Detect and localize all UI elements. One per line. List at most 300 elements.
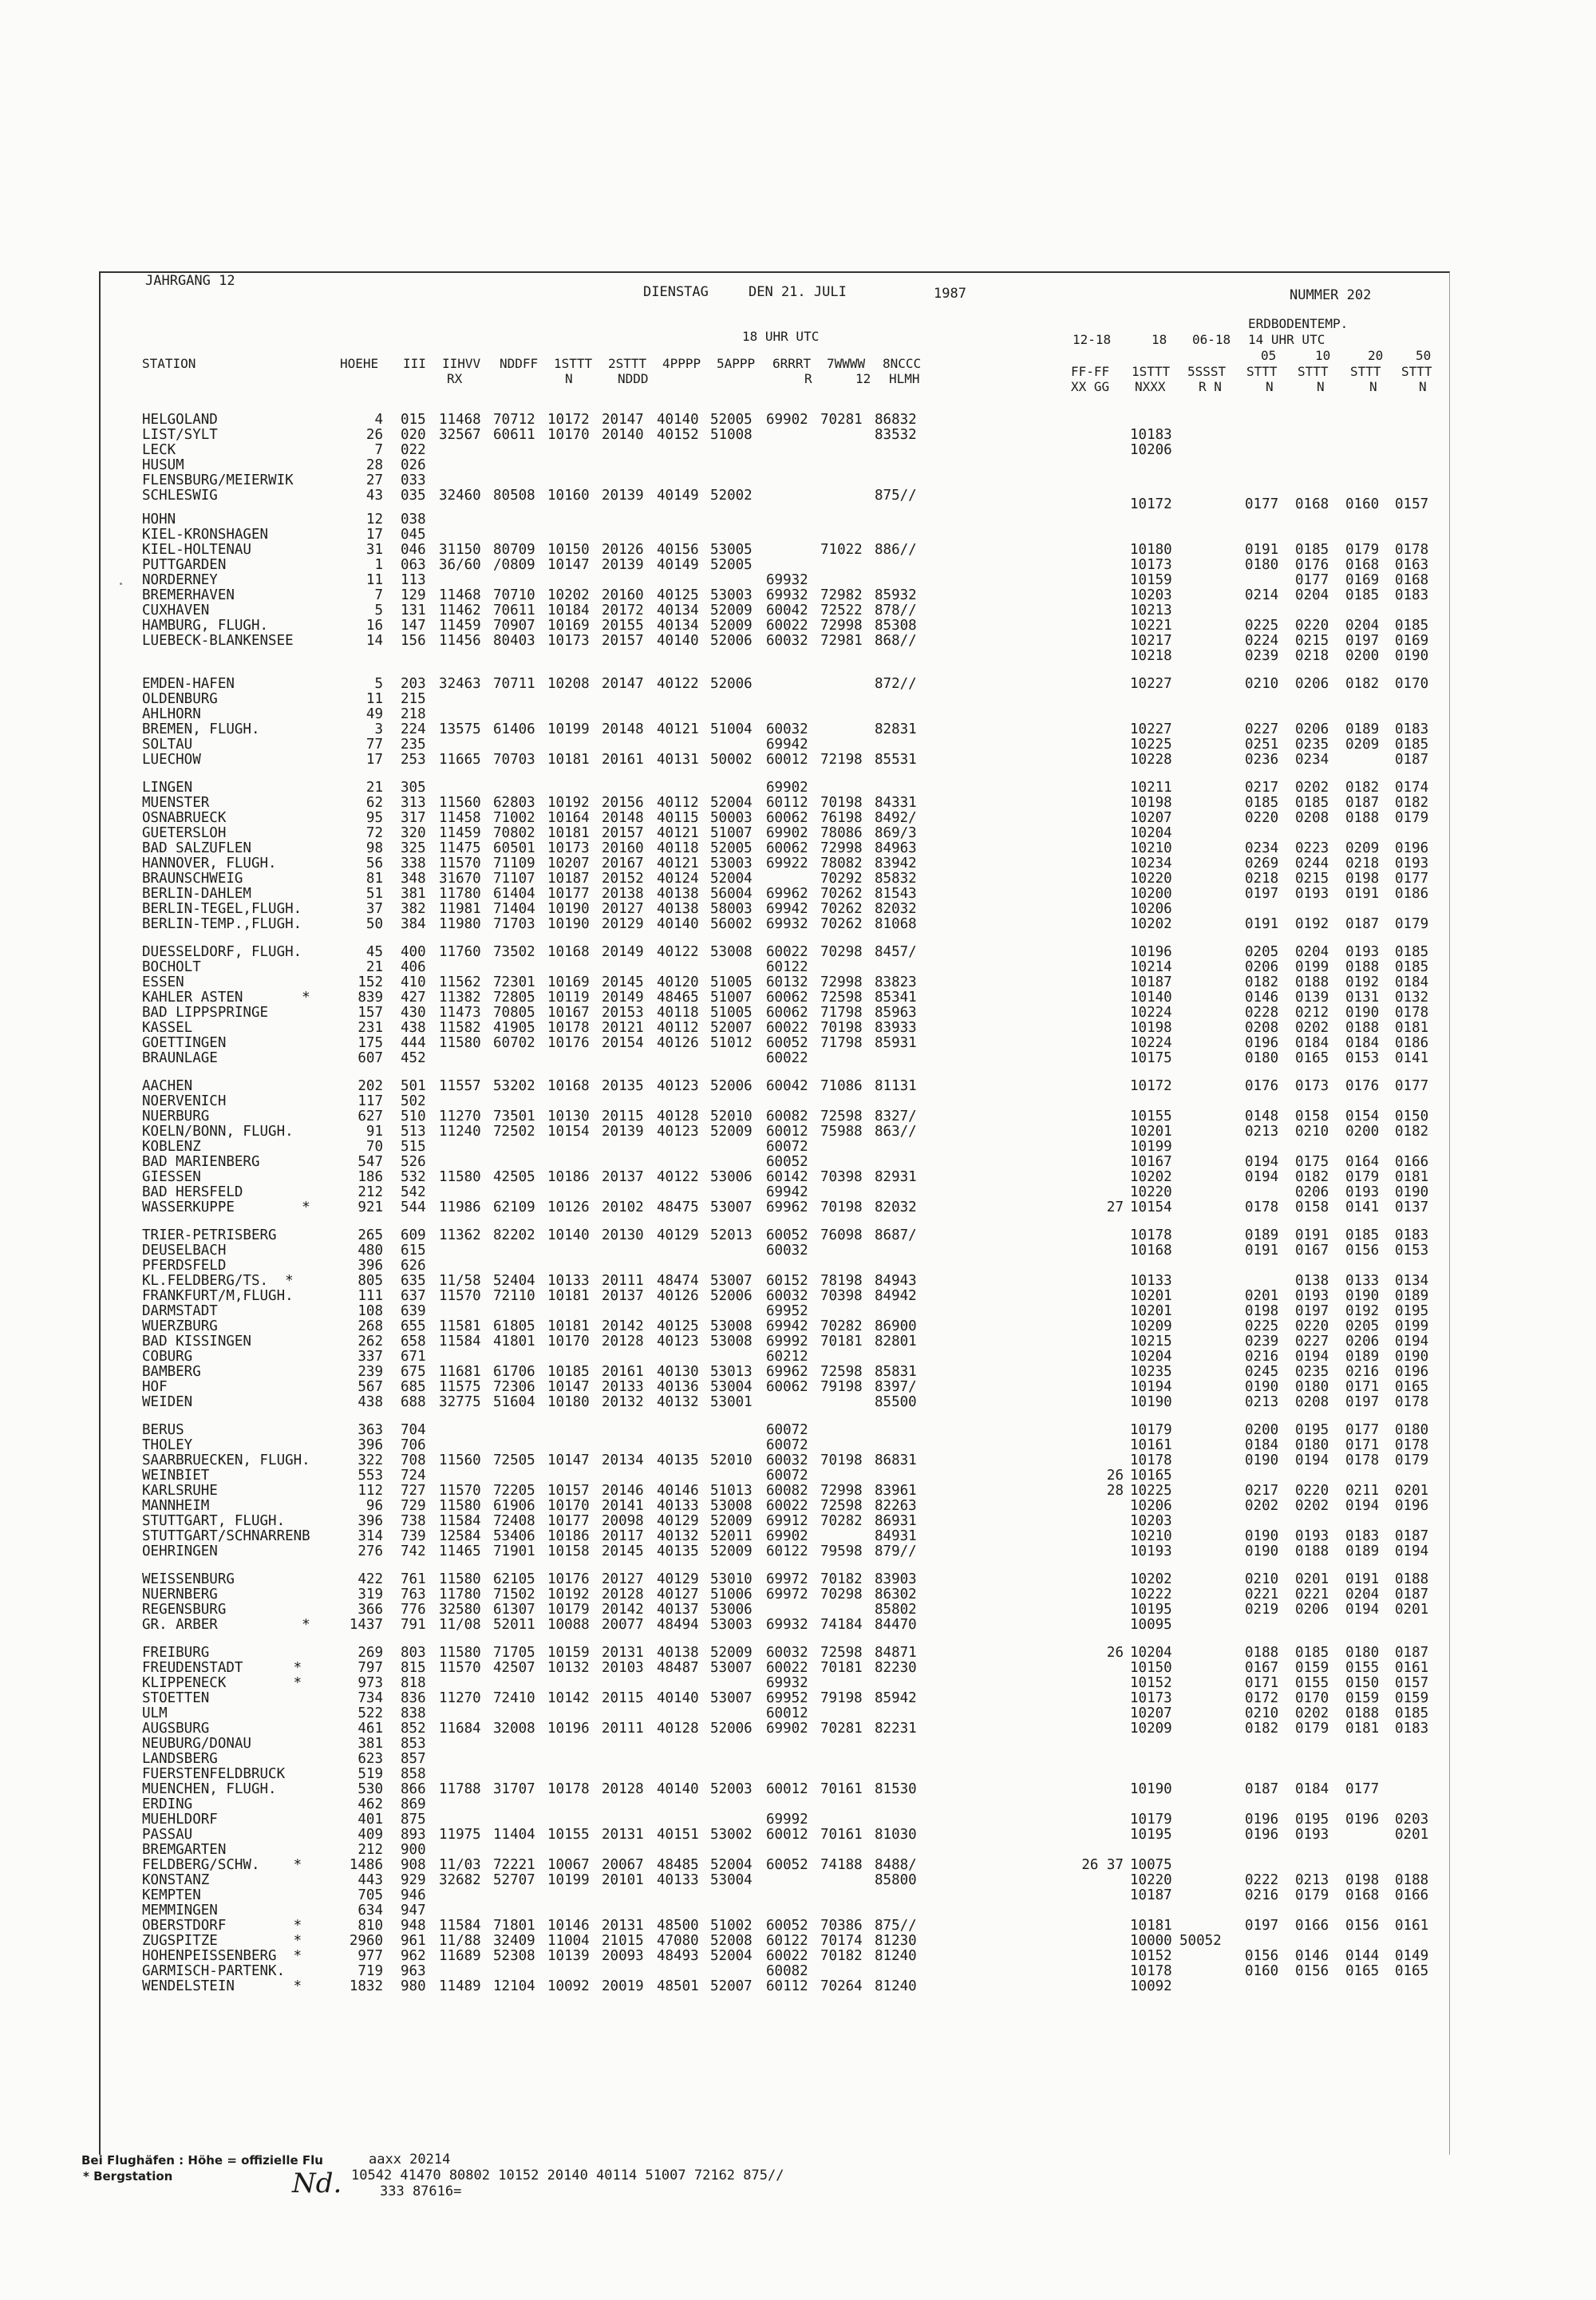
cell-g9: 81240 — [875, 1978, 917, 1994]
cell-g2: 53406 — [493, 1528, 535, 1544]
cell-s4: 0163 — [1395, 557, 1429, 573]
table-row — [101, 603, 1449, 618]
table-row — [101, 1721, 1449, 1736]
cell-g7: 60022 — [766, 618, 808, 634]
cell-h: 14 — [365, 633, 383, 649]
cell-g3: 10168 — [547, 1078, 590, 1094]
cell-name: KASSEL — [142, 1020, 193, 1036]
cell-h: 921 — [358, 1199, 383, 1215]
cell-g3: 10186 — [547, 1528, 590, 1544]
cell-g2: /0809 — [493, 557, 535, 573]
table-row — [101, 1020, 1449, 1035]
cell-g6: 52004 — [710, 871, 753, 887]
cell-s4: 0183 — [1395, 1721, 1429, 1737]
cell-g7: 69942 — [766, 901, 808, 917]
cell-g1: 32463 — [439, 676, 481, 692]
cell-h: 409 — [358, 1827, 383, 1843]
cell-s4: 0188 — [1395, 1872, 1429, 1888]
cell-g9: 868// — [875, 633, 917, 649]
cell-iii: 724 — [401, 1468, 426, 1484]
cell-s3: 0188 — [1345, 1705, 1380, 1721]
table-row — [101, 1766, 1449, 1781]
cell-name: BERUS — [142, 1422, 184, 1438]
cell-g9: 86302 — [875, 1587, 917, 1602]
cell-s4: 0132 — [1395, 990, 1429, 1006]
cell-g8: 70292 — [820, 871, 863, 887]
cell-g9: 85308 — [875, 618, 917, 634]
cell-s4: 0190 — [1395, 1349, 1429, 1365]
table-row — [101, 721, 1449, 737]
cell-s2: 0194 — [1295, 1452, 1329, 1468]
cell-h: 1486 — [349, 1857, 383, 1873]
cell-g5: 40149 — [657, 557, 699, 573]
cell-g7: 60032 — [766, 1288, 808, 1304]
cell-g5: 40123 — [657, 1078, 699, 1094]
cell-h: 607 — [358, 1050, 383, 1066]
cell-g2: 61906 — [493, 1498, 535, 1514]
cell-iii: 400 — [401, 944, 426, 960]
table-row — [101, 752, 1449, 767]
cell-g1: 11473 — [439, 1005, 481, 1021]
cell-g1: 11/58 — [439, 1273, 481, 1289]
cell-name: GARMISCH-PARTENK. — [142, 1963, 286, 1979]
cell-s3: 0168 — [1345, 1887, 1380, 1903]
cell-g3: 10140 — [547, 1227, 590, 1243]
cell-g9: 81543 — [875, 886, 917, 902]
cell-iii: 635 — [401, 1273, 426, 1289]
cell-h: 31 — [365, 542, 383, 558]
cell-s4: 0177 — [1395, 1078, 1429, 1094]
cell-g9: 84331 — [875, 795, 917, 811]
cell-g8: 72981 — [820, 633, 863, 649]
cell-g4: 20161 — [602, 752, 644, 768]
cell-s1: 0213 — [1245, 1124, 1279, 1140]
table-row — [101, 1781, 1449, 1796]
cell-g5: 40138 — [657, 886, 699, 902]
cell-g1: 11240 — [439, 1124, 481, 1140]
cell-g7: 60152 — [766, 1273, 808, 1289]
cell-g5: 40122 — [657, 1169, 699, 1185]
cell-s2: 0179 — [1295, 1887, 1329, 1903]
cell-h: 17 — [365, 752, 383, 768]
cell-h: 337 — [358, 1349, 383, 1365]
cell-iii: 893 — [401, 1827, 426, 1843]
cell-g2: 71801 — [493, 1918, 535, 1934]
cell-iii: 384 — [401, 916, 426, 932]
cell-g5: 40121 — [657, 825, 699, 841]
cell-g7: 60052 — [766, 1227, 808, 1243]
cell-name: NORDERNEY — [142, 572, 218, 588]
cell-g7: 60032 — [766, 633, 808, 649]
header-18: 18 — [1152, 332, 1167, 347]
header-5appp: 5APPP — [717, 356, 756, 371]
cell-s1: 0156 — [1245, 1948, 1279, 1964]
cell-iii: 515 — [401, 1139, 426, 1155]
cell-g9: 84963 — [875, 840, 917, 856]
cell-h: 26 — [365, 427, 383, 443]
cell-iii: 348 — [401, 871, 426, 887]
cell-g4: 20127 — [602, 901, 644, 917]
cell-g2: 11404 — [493, 1827, 535, 1843]
cell-name: STOETTEN — [142, 1690, 210, 1706]
cell-g5: 48465 — [657, 990, 699, 1006]
cell-s2: 0208 — [1295, 810, 1329, 826]
table-row — [101, 974, 1449, 990]
cell-g2: 12104 — [493, 1978, 535, 1994]
cell-g6: 53008 — [710, 1498, 753, 1514]
table-row — [101, 1842, 1449, 1857]
cell-g7: 60112 — [766, 795, 808, 811]
cell-g3: 10154 — [547, 1124, 590, 1140]
cell-s4: 0141 — [1395, 1050, 1429, 1066]
cell-s1: 0197 — [1245, 1918, 1279, 1934]
cell-g7: 60072 — [766, 1422, 808, 1438]
cell-s1: 0180 — [1245, 557, 1279, 573]
cell-t1: 10202 — [1130, 916, 1172, 932]
cell-g2: 71703 — [493, 916, 535, 932]
cell-s2: 0202 — [1295, 1498, 1329, 1514]
cell-iii: 224 — [401, 721, 426, 737]
cell-g7: 60062 — [766, 990, 808, 1006]
cell-g8: 70181 — [820, 1334, 863, 1350]
cell-s2: 0220 — [1295, 618, 1329, 634]
cell-s3: 0189 — [1345, 721, 1380, 737]
cell-g8: 70182 — [820, 1571, 863, 1587]
cell-g6: 53008 — [710, 1318, 753, 1334]
cell-s4: 0134 — [1395, 1273, 1429, 1289]
cell-g2: 71705 — [493, 1645, 535, 1661]
cell-g9: 86831 — [875, 1452, 917, 1468]
cell-t1: 10201 — [1130, 1303, 1172, 1319]
cell-t1: 10133 — [1130, 1273, 1172, 1289]
cell-iii: 763 — [401, 1587, 426, 1602]
cell-g6: 56002 — [710, 916, 753, 932]
cell-g6: 50002 — [710, 752, 753, 768]
table-row — [101, 412, 1449, 427]
cell-s3: 0171 — [1345, 1437, 1380, 1453]
cell-g9: 85500 — [875, 1394, 917, 1410]
cell-g3: 10199 — [547, 721, 590, 737]
cell-g3: 10164 — [547, 810, 590, 826]
cell-iii: 513 — [401, 1124, 426, 1140]
cell-g7: 69932 — [766, 1617, 808, 1633]
cell-g6: 53003 — [710, 1617, 753, 1633]
cell-h: 202 — [358, 1078, 383, 1094]
cell-g4: 20141 — [602, 1498, 644, 1514]
cell-g2: 71901 — [493, 1543, 535, 1559]
cell-g3: 10178 — [547, 1020, 590, 1036]
cell-g2: 80709 — [493, 542, 535, 558]
cell-t1: 10095 — [1130, 1617, 1172, 1633]
cell-s1: 0191 — [1245, 916, 1279, 932]
cell-g7: 60052 — [766, 1154, 808, 1170]
table-row — [101, 1675, 1449, 1690]
cell-g6: 52004 — [710, 795, 753, 811]
table-row — [101, 1660, 1449, 1675]
date-label: DEN 21. JULI — [749, 284, 847, 300]
cell-t1: 10209 — [1130, 1721, 1172, 1737]
cell-g1: 11570 — [439, 1288, 481, 1304]
header-depth-05: 05 — [1261, 348, 1277, 363]
cell-g2: 72301 — [493, 974, 535, 990]
cell-h: 530 — [358, 1781, 383, 1797]
cell-g2: 62803 — [493, 795, 535, 811]
cell-name: WASSERKUPPE * — [142, 1199, 310, 1215]
cell-g2: 70711 — [493, 676, 535, 692]
cell-g7: 60022 — [766, 1498, 808, 1514]
cell-s2: 0227 — [1295, 1334, 1329, 1350]
cell-g9: 83823 — [875, 974, 917, 990]
cell-g2: 71109 — [493, 856, 535, 871]
cell-g4: 20172 — [602, 603, 644, 618]
cell-h: 111 — [358, 1288, 383, 1304]
cell-s2: 0179 — [1295, 1721, 1329, 1737]
cell-s2: 0204 — [1295, 587, 1329, 603]
cell-g5: 40135 — [657, 1543, 699, 1559]
cell-t1: 10198 — [1130, 1020, 1172, 1036]
cell-g7: 60042 — [766, 603, 808, 618]
cell-g6: 52005 — [710, 840, 753, 856]
cell-s4: 0174 — [1395, 780, 1429, 796]
cell-s4: 0190 — [1395, 1184, 1429, 1200]
cell-g4: 20101 — [602, 1872, 644, 1888]
issue-number: NUMMER 202 — [1290, 287, 1372, 303]
cell-h: 396 — [358, 1258, 383, 1274]
cell-ff: 26 — [1106, 1645, 1124, 1661]
cell-iii: 853 — [401, 1736, 426, 1752]
header-n-10: N — [1317, 379, 1325, 394]
cell-g4: 20093 — [602, 1948, 644, 1964]
cell-h: 21 — [365, 959, 383, 975]
cell-h: 51 — [365, 886, 383, 902]
cell-s2: 0184 — [1295, 1781, 1329, 1797]
cell-g4: 20134 — [602, 1452, 644, 1468]
cell-g1: 36/60 — [439, 557, 481, 573]
cell-s4: 0196 — [1395, 840, 1429, 856]
cell-iii: 022 — [401, 442, 426, 458]
cell-g9: 81230 — [875, 1933, 917, 1949]
cell-t1: 10203 — [1130, 1513, 1172, 1529]
cell-g8: 70298 — [820, 944, 863, 960]
cell-name: PASSAU — [142, 1827, 193, 1843]
cell-g8: 72522 — [820, 603, 863, 618]
cell-g8: 72982 — [820, 587, 863, 603]
cell-g4: 20157 — [602, 825, 644, 841]
cell-h: 95 — [365, 810, 383, 826]
cell-g4: 20148 — [602, 810, 644, 826]
table-row — [101, 1645, 1449, 1660]
cell-g7: 69952 — [766, 1690, 808, 1706]
cell-h: 37 — [365, 901, 383, 917]
cell-s2: 0192 — [1295, 916, 1329, 932]
table-row — [101, 557, 1449, 572]
cell-h: 276 — [358, 1543, 383, 1559]
cell-g9: 875// — [875, 1918, 917, 1934]
cell-g2: 61706 — [493, 1364, 535, 1380]
cell-g1: 11665 — [439, 752, 481, 768]
cell-g5: 40126 — [657, 1035, 699, 1051]
cell-iii: 858 — [401, 1766, 426, 1782]
cell-s1: 0227 — [1245, 721, 1279, 737]
cell-h: 522 — [358, 1705, 383, 1721]
cell-g2: 82202 — [493, 1227, 535, 1243]
cell-s3: 0164 — [1345, 1154, 1380, 1170]
cell-name: KL.FELDBERG/TS. * — [142, 1273, 294, 1289]
cell-g4: 20153 — [602, 1005, 644, 1021]
cell-s1: 0190 — [1245, 1528, 1279, 1544]
cell-s2: 0188 — [1295, 974, 1329, 990]
cell-g1: 11584 — [439, 1334, 481, 1350]
cell-g5: 40125 — [657, 1318, 699, 1334]
handwritten-initials: Nd. — [292, 2168, 342, 2199]
cell-name: BERLIN-DAHLEM — [142, 886, 251, 902]
table-row — [101, 1243, 1449, 1258]
cell-g6: 58003 — [710, 901, 753, 917]
cell-s2: 0185 — [1295, 542, 1329, 558]
cell-g7: 69902 — [766, 780, 808, 796]
cell-s3: 0197 — [1345, 1394, 1380, 1410]
cell-t1: 10218 — [1130, 648, 1172, 664]
cell-t1: 10235 — [1130, 1364, 1172, 1380]
cell-s3: 0194 — [1345, 1498, 1380, 1514]
header-n-20: N — [1369, 379, 1377, 394]
cell-g1: 11458 — [439, 810, 481, 826]
header-7wwww: 7WWWW — [827, 356, 866, 371]
cell-g3: 10180 — [547, 1394, 590, 1410]
cell-s4: 0190 — [1395, 648, 1429, 664]
cell-name: WEIDEN — [142, 1394, 193, 1410]
cell-g6: 51007 — [710, 825, 753, 841]
cell-g7: 60142 — [766, 1169, 808, 1185]
cell-g3: 10088 — [547, 1617, 590, 1633]
cell-h: 268 — [358, 1318, 383, 1334]
cell-g6: 52013 — [710, 1227, 753, 1243]
cell-iii: 655 — [401, 1318, 426, 1334]
cell-h: 70 — [365, 1139, 383, 1155]
cell-s1: 0178 — [1245, 1199, 1279, 1215]
cell-iii: 045 — [401, 527, 426, 543]
cell-name: LANDSBERG — [142, 1751, 218, 1767]
paper-speck — [120, 583, 122, 585]
table-row — [101, 1184, 1449, 1199]
cell-name: BREMEN, FLUGH. — [142, 721, 260, 737]
cell-s3: 0188 — [1345, 1020, 1380, 1036]
table-row — [101, 691, 1449, 706]
cell-name: SOLTAU — [142, 737, 193, 753]
cell-g4: 20137 — [602, 1169, 644, 1185]
cell-g1: 11570 — [439, 856, 481, 871]
cell-iii: 313 — [401, 795, 426, 811]
cell-g5: 40138 — [657, 901, 699, 917]
table-row — [101, 1872, 1449, 1887]
header-6rrrt-r: R — [804, 371, 812, 386]
cell-iii: 742 — [401, 1543, 426, 1559]
cell-t1: 10154 — [1130, 1199, 1172, 1215]
cell-name: WEINBIET — [142, 1468, 210, 1484]
cell-name: BRAUNLAGE — [142, 1050, 218, 1066]
header-5ssst: 5SSST — [1187, 364, 1227, 379]
cell-g2: 61404 — [493, 886, 535, 902]
cell-h: 72 — [365, 825, 383, 841]
cell-h: 56 — [365, 856, 383, 871]
cell-g4: 20167 — [602, 856, 644, 871]
cell-g8: 70198 — [820, 1020, 863, 1036]
cell-s4: 0157 — [1395, 496, 1429, 512]
cell-s2: 0193 — [1295, 886, 1329, 902]
header-rx: RX — [447, 371, 463, 386]
cell-g7: 60032 — [766, 721, 808, 737]
cell-iii: 033 — [401, 472, 426, 488]
cell-g4: 20126 — [602, 542, 644, 558]
cell-g7: 60032 — [766, 1452, 808, 1468]
cell-s4: 0201 — [1395, 1827, 1429, 1843]
table-row — [101, 1124, 1449, 1139]
cell-s2: 0188 — [1295, 1543, 1329, 1559]
cell-iii: 063 — [401, 557, 426, 573]
cell-g3: 10170 — [547, 1334, 590, 1350]
cell-iii: 948 — [401, 1918, 426, 1934]
cell-name: HUSUM — [142, 457, 184, 473]
cell-t1: 10227 — [1130, 721, 1172, 737]
cell-s2: 0155 — [1295, 1675, 1329, 1691]
table-row — [101, 542, 1449, 557]
cell-g6: 52003 — [710, 1781, 753, 1797]
cell-h: 7 — [374, 442, 383, 458]
cell-g2: 72805 — [493, 990, 535, 1006]
cell-h: 396 — [358, 1513, 383, 1529]
cell-iii: 738 — [401, 1513, 426, 1529]
cell-s3: 0183 — [1345, 1528, 1380, 1544]
cell-s2: 0218 — [1295, 648, 1329, 664]
cell-s4: 0165 — [1395, 1379, 1429, 1395]
cell-s1: 0176 — [1245, 1078, 1279, 1094]
cell-t2: 50052 — [1179, 1933, 1222, 1949]
cell-g1: 11468 — [439, 587, 481, 603]
cell-g9: 82231 — [875, 1721, 917, 1737]
cell-g7: 60122 — [766, 1543, 808, 1559]
cell-h: 567 — [358, 1379, 383, 1395]
cell-s2: 0191 — [1295, 1227, 1329, 1243]
cell-t1: 10179 — [1130, 1422, 1172, 1438]
cell-t1: 10207 — [1130, 1705, 1172, 1721]
cell-s3: 0205 — [1345, 1318, 1380, 1334]
cell-t1: 10195 — [1130, 1827, 1172, 1843]
cell-g4: 20137 — [602, 1288, 644, 1304]
table-row — [101, 442, 1449, 457]
cell-s4: 0157 — [1395, 1675, 1429, 1691]
cell-g3: 10157 — [547, 1483, 590, 1499]
cell-g7: 69942 — [766, 737, 808, 753]
table-row — [101, 1812, 1449, 1827]
cell-name: SCHLESWIG — [142, 488, 218, 504]
cell-s3: 0194 — [1345, 1602, 1380, 1618]
cell-g8: 70262 — [820, 901, 863, 917]
cell-s1: 0200 — [1245, 1422, 1279, 1438]
cell-s2: 0193 — [1295, 1288, 1329, 1304]
cell-g7: 60112 — [766, 1978, 808, 1994]
cell-g8: 70282 — [820, 1318, 863, 1334]
cell-s2: 0206 — [1295, 721, 1329, 737]
cell-h: 705 — [358, 1887, 383, 1903]
cell-g1: 11270 — [439, 1109, 481, 1124]
cell-g7: 60072 — [766, 1139, 808, 1155]
cell-t1: 10167 — [1130, 1154, 1172, 1170]
table-row — [101, 1543, 1449, 1559]
cell-name: HOF — [142, 1379, 168, 1395]
cell-g4: 20149 — [602, 990, 644, 1006]
cell-s2: 0220 — [1295, 1483, 1329, 1499]
cell-s3: 0192 — [1345, 1303, 1380, 1319]
